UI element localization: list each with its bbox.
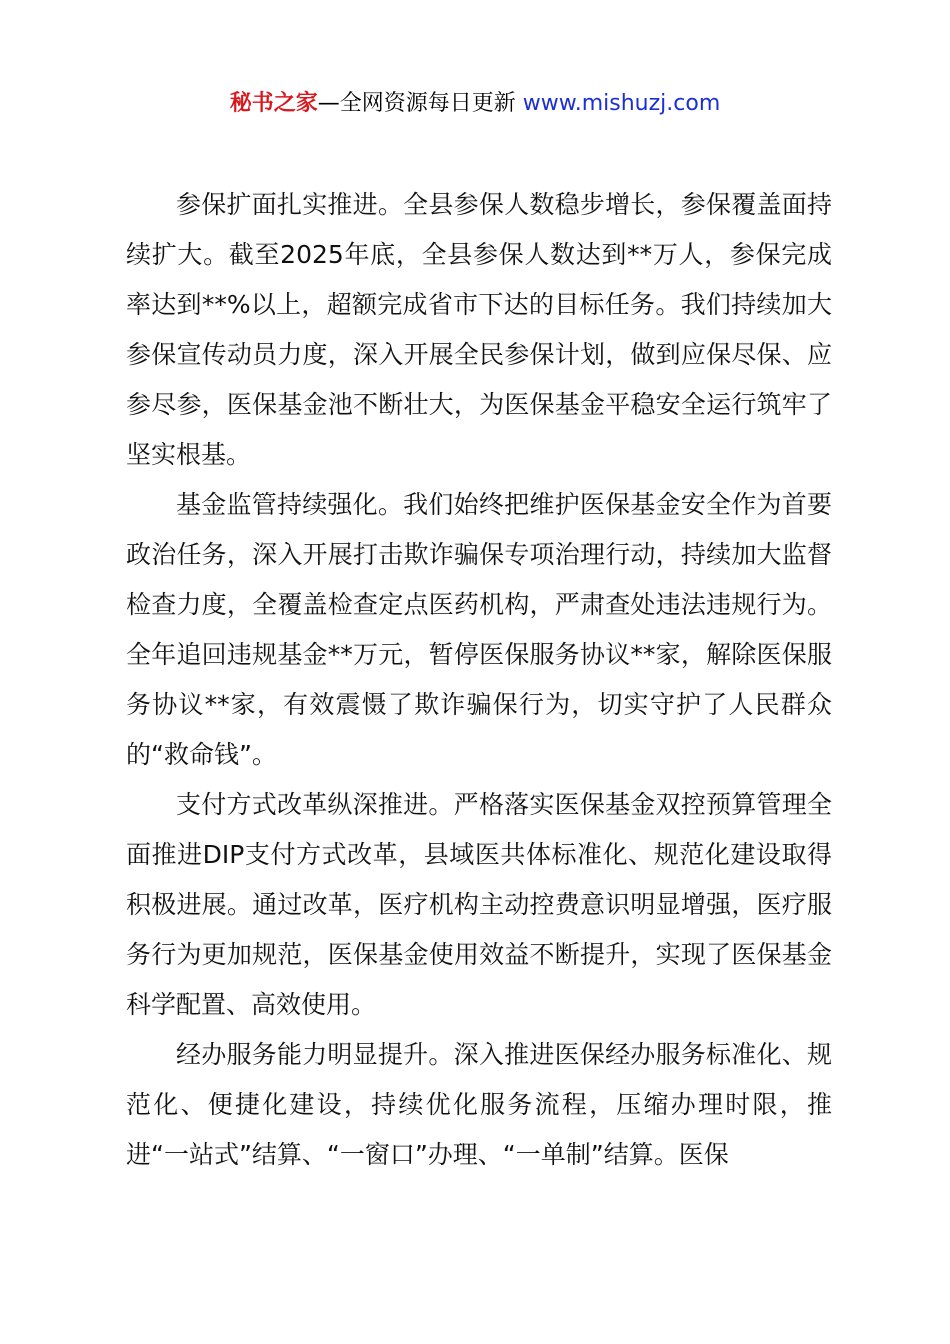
paragraph-service-capacity: 经办服务能力明显提升。深入推进医保经办服务标准化、规范化、便捷化建设，持续优化服务流程，压缩办理时限，推进“一站式”结算、“一窗口”办理、“一单制”结算。医保 bbox=[126, 1040, 832, 1169]
document-body bbox=[126, 180, 832, 1180]
brand-name: 秘书之家 bbox=[229, 91, 318, 116]
paragraph-enrollment: 参保扩面扎实推进。全县参保人数稳步增长，参保覆盖面持续扩大。截至2025年底，全县参保人数达到**万人，参保完成率达到**%以上，超额完成省市下达的目标任务。我们持续加大参保宣传动员力度，深入开展全民参保计划，做到应保尽保、应参尽参，医保基金池不断壮大，为医保基金平稳安全运行筑牢了坚实根基。 bbox=[126, 190, 832, 469]
header-tagline: —全网资源每日更新 bbox=[317, 91, 523, 116]
header-url-link[interactable]: www.mishuzj.com bbox=[522, 91, 721, 116]
paragraph-payment-reform: 支付方式改革纵深推进。严格落实医保基金双控预算管理全面推进DIP支付方式改革，县域医共体标准化、规范化建设取得积极进展。通过改革，医疗机构主动控费意识明显增强，医疗服务行为更加规范，医保基金使用效益不断提升，实现了医保基金科学配置、高效使用。 bbox=[126, 790, 832, 1019]
paragraph-fund-supervision: 基金监管持续强化。我们始终把维护医保基金安全作为首要政治任务，深入开展打击欺诈骗保专项治理行动，持续加大监督检查力度，全覆盖检查定点医药机构，严肃查处违法违规行为。全年追回违规基金**万元，暂停医保服务协议**家，解除医保服务协议**家，有效震慑了欺诈骗保行为，切实守护了人民群众的“救命钱”。 bbox=[126, 490, 832, 769]
page-header bbox=[0, 88, 950, 120]
